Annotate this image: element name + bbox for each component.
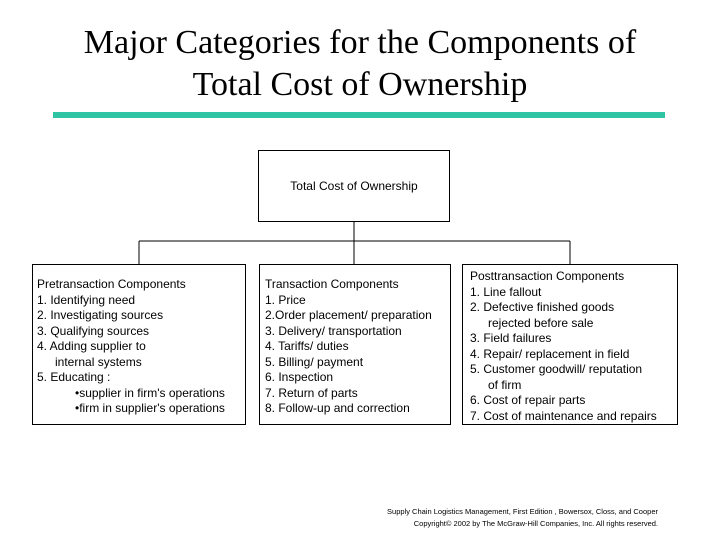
pretransaction-item: 3. Qualifying sources xyxy=(37,323,150,338)
posttransaction-item: rejected before sale xyxy=(488,315,594,330)
posttransaction-heading: Posttransaction Components xyxy=(470,269,625,283)
posttransaction-box xyxy=(462,264,678,425)
posttransaction-item: 1. Line fallout xyxy=(470,284,542,299)
pretransaction-bullet: •firm in supplier's operations xyxy=(75,401,225,415)
pretransaction-item: 4. Adding supplier to xyxy=(37,339,146,353)
transaction-item: 7. Return of parts xyxy=(265,385,358,400)
transaction-box xyxy=(259,264,451,425)
posttransaction-item: 5. Customer goodwill/ reputation xyxy=(470,362,643,376)
copyright-footer xyxy=(387,506,658,530)
pretransaction-item: 1. Identifying need xyxy=(37,292,136,307)
transaction-item: 3. Delivery/ transportation xyxy=(265,323,402,338)
pretransaction-item: 5. Educating : xyxy=(37,370,111,384)
root-node-label: Total Cost of Ownership xyxy=(290,179,418,193)
posttransaction-item: 7. Cost of maintenance and repairs xyxy=(470,408,657,423)
pretransaction-item: 2. Investigating sources xyxy=(37,308,164,322)
transaction-item: 4. Tariffs/ duties xyxy=(265,339,349,353)
slide-title-line-2: Total Cost of Ownership xyxy=(192,66,528,103)
pretransaction-box xyxy=(32,264,246,425)
posttransaction-item: 4. Repair/ replacement in field xyxy=(470,346,630,361)
pretransaction-item: internal systems xyxy=(55,354,142,369)
transaction-item: 2.Order placement/ preparation xyxy=(265,308,432,322)
posttransaction-item: 3. Field failures xyxy=(470,331,552,345)
posttransaction-item: 2. Defective finished goods xyxy=(470,300,615,314)
root-node-box xyxy=(258,150,450,222)
pretransaction-bullet: •supplier in firm's operations xyxy=(75,385,225,400)
transaction-item: 1. Price xyxy=(265,292,306,307)
transaction-item: 6. Inspection xyxy=(265,370,334,384)
transaction-heading: Transaction Components xyxy=(265,277,399,291)
posttransaction-item: 6. Cost of repair parts xyxy=(470,393,586,407)
transaction-item: 8. Follow-up and correction xyxy=(265,401,410,415)
transaction-item: 5. Billing/ payment xyxy=(265,354,364,369)
pretransaction-heading: Pretransaction Components xyxy=(37,277,186,291)
slide-title-line-1: Major Categories for the Components of xyxy=(83,24,637,61)
footer-copyright: Copyright© 2002 by The McGraw-Hill Companies, Inc. All rights reserved. xyxy=(413,519,658,528)
footer-citation: Supply Chain Logistics Management, First Edition , Bowersox, Closs, and Cooper xyxy=(387,507,658,516)
posttransaction-item: of firm xyxy=(488,377,522,392)
